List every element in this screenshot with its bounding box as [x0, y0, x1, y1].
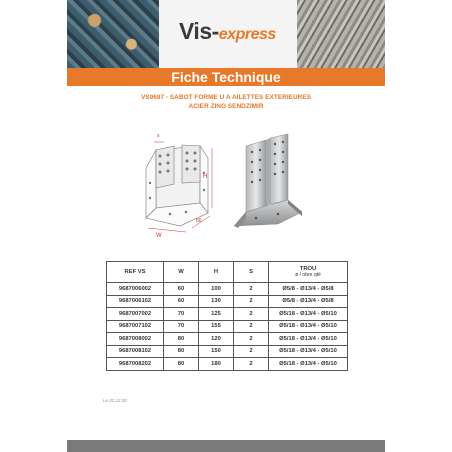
- cell-h: 155: [199, 320, 234, 333]
- product-title: VS9687 - SABOT FORME U A AILETTES EXTERIEURES: [140, 94, 312, 101]
- cell-h: 100: [199, 283, 234, 296]
- technical-drawing: [130, 128, 216, 238]
- cell-s: 2: [234, 333, 269, 346]
- table-row: [107, 358, 348, 371]
- table-header-row: [107, 262, 348, 283]
- label-b: 80: [196, 218, 202, 224]
- cell-w: 70: [164, 320, 199, 333]
- cell-h: 150: [199, 345, 234, 358]
- cell-w: 80: [164, 345, 199, 358]
- cell-trou: Ø5/18 - Ø13/4 - Ø5/10: [269, 320, 348, 333]
- table-row: [107, 308, 348, 321]
- cell-h: 125: [199, 308, 234, 321]
- cell-ref: 9687008102: [107, 345, 164, 358]
- cell-w: 80: [164, 333, 199, 346]
- cell-w: 60: [164, 295, 199, 308]
- banner-photo-screws: [297, 0, 385, 68]
- col-trou-header: [269, 262, 348, 283]
- label-w: W: [156, 233, 162, 238]
- page-title: Fiche Technique: [171, 69, 281, 85]
- cell-trou: Ø5/18 - Ø13/4 - Ø5/10: [269, 345, 348, 358]
- trou-sublabel: ø / nbre qté: [295, 272, 321, 278]
- title-bar: [67, 68, 385, 86]
- cell-trou: Ø5/18 - Ø13/4 - Ø5/10: [269, 333, 348, 346]
- table-row: [107, 283, 348, 296]
- cell-w: 70: [164, 308, 199, 321]
- cell-h: 180: [199, 358, 234, 371]
- cell-h: 120: [199, 333, 234, 346]
- cell-s: 2: [234, 283, 269, 296]
- col-ref-header: REF VS: [107, 262, 164, 283]
- footer-bar: [67, 440, 385, 452]
- cell-s: 2: [234, 320, 269, 333]
- table-row: [107, 295, 348, 308]
- label-h: H: [203, 174, 208, 180]
- table-row: [107, 345, 348, 358]
- cell-ref: 9687006102: [107, 295, 164, 308]
- cell-ref: 9687008002: [107, 333, 164, 346]
- product-material: ACIER ZING SENDZIMIR: [188, 103, 264, 110]
- cell-h: 130: [199, 295, 234, 308]
- brand-name: Vis: [179, 18, 212, 44]
- cell-ref: 9687006002: [107, 283, 164, 296]
- cell-trou: Ø5/8 - Ø13/4 - Ø5/8: [269, 283, 348, 296]
- brand-dash: -: [211, 18, 219, 44]
- cell-trou: Ø5/18 - Ø13/4 - Ø5/10: [269, 358, 348, 371]
- cell-s: 2: [234, 295, 269, 308]
- cell-s: 2: [234, 345, 269, 358]
- cell-ref: 9687007102: [107, 320, 164, 333]
- cell-w: 80: [164, 358, 199, 371]
- banner-photo-tools: [67, 0, 159, 68]
- cell-ref: 9687007002: [107, 308, 164, 321]
- product-photo: [230, 132, 310, 234]
- cell-w: 60: [164, 283, 199, 296]
- cell-s: 2: [234, 308, 269, 321]
- cell-s: 2: [234, 358, 269, 371]
- cell-trou: Ø5/8 - Ø13/4 - Ø5/8: [269, 295, 348, 308]
- col-s-header: S: [234, 262, 269, 283]
- brand-logo: [179, 18, 276, 45]
- col-h-header: H: [199, 262, 234, 283]
- table-row: [107, 320, 348, 333]
- header-banner: [67, 0, 385, 68]
- trou-label: TROU: [299, 266, 317, 272]
- cell-ref: 9687008202: [107, 358, 164, 371]
- spec-table: [106, 261, 348, 371]
- cell-trou: Ø5/18 - Ø13/4 - Ø5/10: [269, 308, 348, 321]
- brand-suffix: express: [218, 26, 276, 43]
- label-s: s: [157, 133, 160, 139]
- document-date: Le 22.12.20: [103, 398, 127, 403]
- col-w-header: W: [164, 262, 199, 283]
- table-row: [107, 333, 348, 346]
